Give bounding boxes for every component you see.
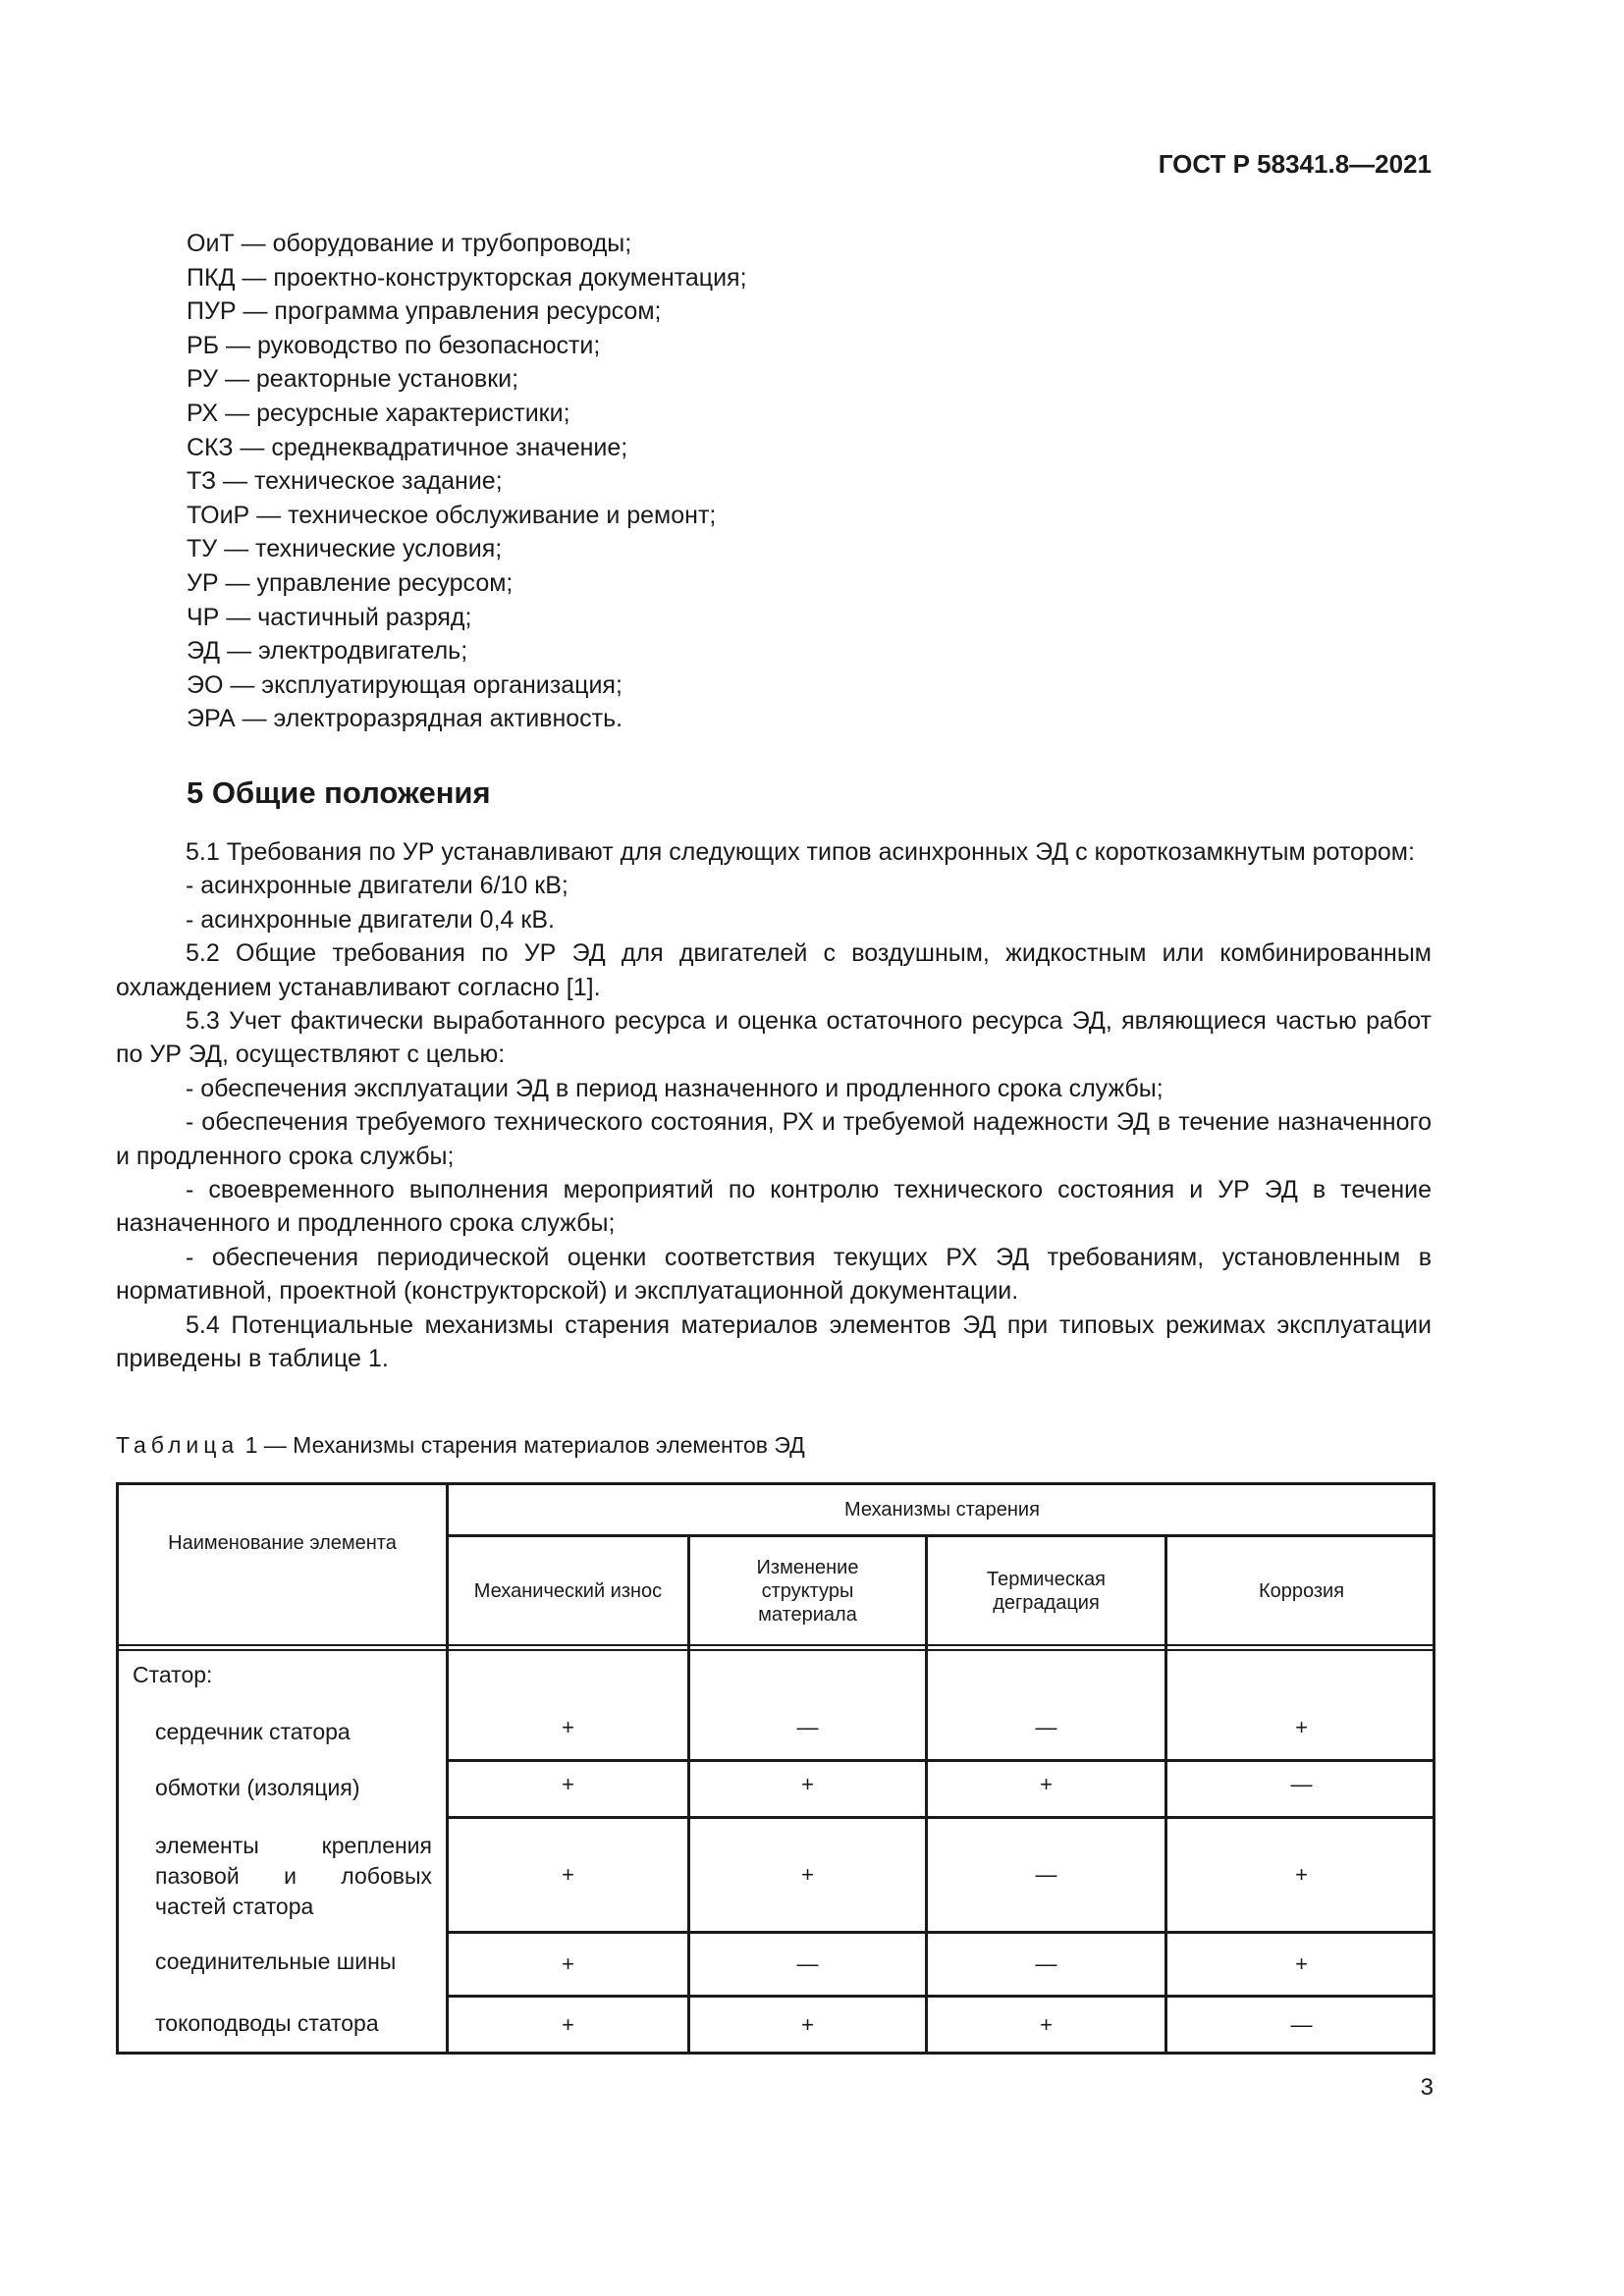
bullet-item: - обеспечения требуемого технического состояния, РХ и требуемой надежности ЭД в течение назначенного и продленного срока службы; <box>116 1108 1432 1170</box>
abbreviation-item: ПКД — проектно-конструкторская документация; <box>187 263 747 292</box>
cell-mark: + <box>801 1862 814 1887</box>
cell-mark: + <box>1040 1772 1053 1796</box>
cell-mark: — <box>1035 1951 1057 1976</box>
paragraph-5-4: 5.4 Потенциальные механизмы старения материалов элементов ЭД при типовых режимах эксплуатации приведены в таблице 1. <box>116 1310 1432 1373</box>
header-structure-change: Изменение структуры материала <box>756 1556 859 1626</box>
section-heading: 5 Общие положения <box>187 775 491 810</box>
table-header-divider <box>119 1644 1435 1646</box>
cell-mark: + <box>1295 1951 1308 1976</box>
document-code: ГОСТ Р 58341.8—2021 <box>1158 149 1432 179</box>
bullet-item: - своевременного выполнения мероприятий по контролю технического состояния и УР ЭД в течение назначенного и продленного срока службы; <box>116 1176 1432 1238</box>
cell-mark: — <box>1290 1772 1313 1796</box>
group-label-stator: Статор: <box>133 1662 213 1687</box>
table-row-divider <box>446 1995 1435 1998</box>
page-number: 3 <box>1420 2074 1434 2101</box>
cell-mark: + <box>1040 2012 1053 2037</box>
abbreviation-item: ЭО — эксплуатирующая организация; <box>187 670 623 699</box>
bullet-item: - асинхронные двигатели 0,4 кВ. <box>186 905 555 934</box>
cell-mark: + <box>1295 1862 1308 1887</box>
bullet-item: - асинхронные двигатели 6/10 кВ; <box>186 872 568 900</box>
header-element-name: Наименование элемента <box>168 1532 397 1554</box>
header-mechanical-wear: Механический износ <box>473 1579 663 1602</box>
bullet-item: - обеспечения периодической оценки соответствия текущих РХ ЭД требованиям, установленным в нормативной, проектной (конструкторской) и эксплуатационной документации. <box>116 1243 1432 1306</box>
cell-mark: — <box>796 1951 819 1976</box>
cell-mark: — <box>1290 2012 1313 2037</box>
abbreviation-item: ЭРА — электроразрядная активность. <box>187 705 623 733</box>
abbreviation-item: ТОиР — техническое обслуживание и ремонт; <box>187 501 717 529</box>
abbreviation-item: ТУ — технические условия; <box>187 535 503 563</box>
section-body <box>116 835 1432 1376</box>
row-name: элементы крепления пазовой и лобовых частей статора <box>155 1833 432 1919</box>
row-name: токоподводы статора <box>155 2010 379 2036</box>
table-caption <box>116 1429 805 1461</box>
abbreviation-item: ПУР — программа управления ресурсом; <box>187 297 662 326</box>
paragraph-5-3: 5.3 Учет фактически выработанного ресурса и оценка остаточного ресурса ЭД, являющиеся частью работ по УР ЭД, осуществляют с целью: <box>116 1007 1432 1069</box>
abbreviation-item: РБ — руководство по безопасности; <box>187 331 601 359</box>
abbreviation-item: РУ — реакторные установки; <box>187 365 519 394</box>
cell-mark: — <box>1035 1862 1057 1887</box>
row-name: обмотки (изоляция) <box>155 1775 360 1800</box>
cell-mark: + <box>1295 1715 1308 1739</box>
cell-mark: — <box>796 1715 819 1739</box>
cell-mark: + <box>562 1951 574 1976</box>
table-row-divider <box>446 1931 1435 1934</box>
header-thermal-degradation: Термическая деградация <box>987 1568 1106 1614</box>
cell-mark: — <box>1035 1715 1057 1739</box>
cell-mark: + <box>562 2012 574 2037</box>
header-aging-mechanisms: Механизмы старения <box>844 1499 1040 1521</box>
abbreviation-item: ТЗ — техническое задание; <box>187 467 503 496</box>
header-corrosion: Коррозия <box>1258 1579 1345 1602</box>
abbreviation-item: ОиТ — оборудование и трубопроводы; <box>187 230 632 257</box>
cell-mark: + <box>801 1772 814 1796</box>
cell-mark: + <box>801 2012 814 2037</box>
abbreviation-item: РХ — ресурсные характеристики; <box>187 399 570 427</box>
abbreviation-item: ЭД — электродвигатель; <box>187 637 468 666</box>
abbreviation-item: ЧР — частичный разряд; <box>187 603 472 631</box>
table-row-divider <box>446 1759 1435 1762</box>
bullet-item: - обеспечения эксплуатации ЭД в период назначенного и продленного срока службы; <box>186 1074 1164 1102</box>
paragraph-5-2: 5.2 Общие требования по УР ЭД для двигателей с воздушным, жидкостным или комбинированным охлаждением устанавливают согласно [1]. <box>116 939 1432 1001</box>
abbreviation-item: СКЗ — среднеквадратичное значение; <box>187 433 628 461</box>
row-name: сердечник статора <box>155 1719 351 1744</box>
table-caption-title: 1 — Механизмы старения материалов элементов ЭД <box>244 1432 805 1458</box>
table-header-divider <box>119 1649 1435 1651</box>
aging-mechanisms-table <box>116 1482 1435 2055</box>
cell-mark: + <box>562 1772 574 1796</box>
cell-mark: + <box>562 1862 574 1887</box>
cell-mark: + <box>562 1715 574 1739</box>
table-row-divider <box>446 1816 1435 1819</box>
paragraph-5-1: 5.1 Требования по УР устанавливают для следующих типов асинхронных ЭД с короткозамкнутым ротором: <box>186 838 1415 866</box>
abbreviation-list <box>187 227 1434 736</box>
abbreviation-item: УР — управление ресурсом; <box>187 568 514 597</box>
row-name: соединительные шины <box>155 1949 397 1974</box>
table-caption-prefix: Таблица <box>116 1432 240 1458</box>
